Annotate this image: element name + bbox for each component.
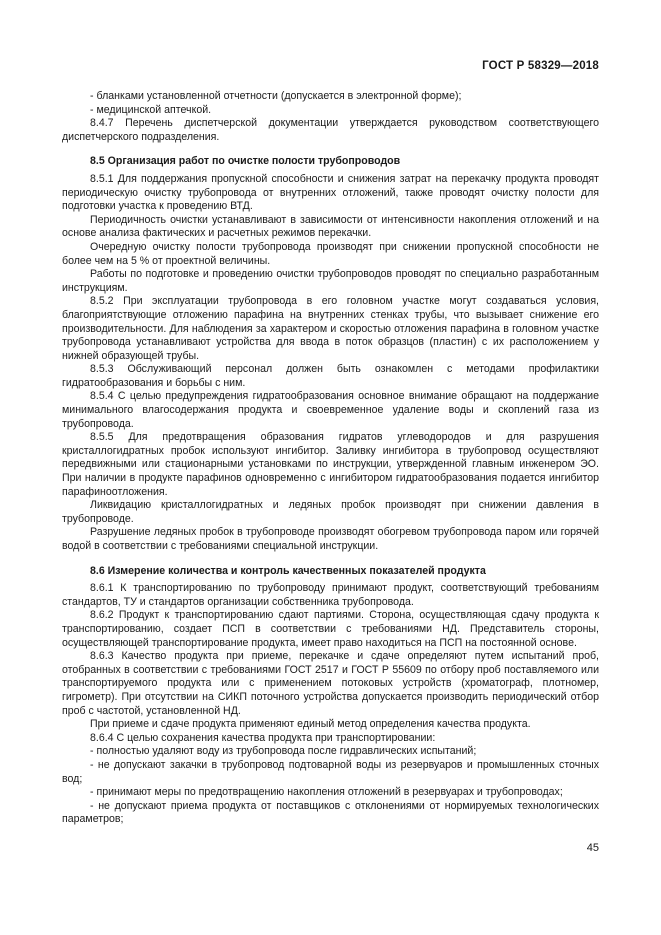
paragraph: 8.4.7 Перечень диспетчерской документации утверждается руководством соответствующего диспетчерского подразделения. xyxy=(62,117,599,143)
paragraph: - принимают меры по предотвращению накопления отложений в резервуарах и трубопроводах; xyxy=(90,786,563,799)
paragraph: 8.5.1 Для поддержания пропускной способности и снижения затрат на перекачку продукта проводят периодическую очистку трубопровода от внутренних отложений, также проводят очистку полости для подготовки участка к проведению ВТД. xyxy=(62,172,599,213)
section-heading: 8.5 Организация работ по очистке полости трубопроводов xyxy=(90,155,401,168)
paragraph: Периодичность очистки устанавливают в зависимости от интенсивности накопления отложений и на основе анализа фактических и расчетных режимов перекачки. xyxy=(62,213,599,240)
paragraph: 8.5.4 С целью предупреждения гидратообразования основное внимание обращают на поддержание минимального влагосодержания продукта и своевременное удаление воды и скоплений газа из трубопровода. xyxy=(62,390,599,430)
paragraph: 8.6.3 Качество продукта при приеме, перекачке и сдаче определяют путем испытаний проб, отобранных в соответствии с требованиями ГОСТ 2517 и ГОСТ Р 55609 по отбору проб поставляемого или транспортируемого продукта или с применением потоковых устройств (хроматограф, плотномер, гигрометр). При отсутствии на СИКП поточного устройства допускается производить периодический отбор проб с частотой, установленной НД. xyxy=(62,650,599,717)
paragraph: - не допускают закачки в трубопровод подтоварной воды из резервуаров и промышленных сточных вод; xyxy=(62,758,599,785)
paragraph: Работы по подготовке и проведению очистки трубопроводов проводят по специально разработанным инструкциям. xyxy=(62,268,599,294)
paragraph: Очередную очистку полости трубопровода производят при снижении пропускной способности не более чем на 5 % от проектной величины. xyxy=(62,240,599,267)
page-number: 45 xyxy=(586,842,599,854)
paragraph: 8.5.5 Для предотвращения образования гидратов углеводородов и для разрушения кристаллогидратных пробок используют ингибитор. Заливку ингибитора в трубопровод осуществляют передвижными или стационарными установками по инструкции, утвержденной главным инженером ЭО. При наличии в продукте парафинов одновременно с ингибитором гидратообразования подается ингибитор парафиноотложения. xyxy=(62,431,599,498)
paragraph: 8.6.1 К транспортированию по трубопроводу принимают продукт, соответствующий требованиям стандартов, ТУ и стандартов организации собственника трубопровода. xyxy=(62,582,599,608)
list-item: - медицинской аптечкой. xyxy=(90,103,212,116)
paragraph: 8.5.2 При эксплуатации трубопровода в его головном участке могут создаваться условия, благоприятствующие отложению парафина на внутренних стенках трубы, что вызывает снижение его производительности. Для наблюдения за характером и скоростью отложения парафина в головном участке трубопровода устанавливают устройства для ввода в поток образцов (пластин) с их расположением у нижней образующей трубы. xyxy=(62,295,599,362)
paragraph: 8.6.2 Продукт к транспортированию сдают партиями. Сторона, осуществляющая сдачу продукта к транспортированию, создает ПСП в соответствии с требованиями НД. Представитель стороны, осуществляющей транспортирование продукта, имеет право находиться на ПСП на постоянной основе. xyxy=(62,609,599,649)
paragraph: - не допускают приема продукта от поставщиков с отклонениями от нормируемых технологических параметров; xyxy=(62,799,599,826)
paragraph: 8.5.3 Обслуживающий персонал должен быть ознакомлен с методами профилактики гидратообразования и борьбы с ним. xyxy=(62,363,599,389)
paragraph: Разрушение ледяных пробок в трубопроводе производят обогревом трубопровода паром или горячей водой в соответствии с требованиями специальной инструкции. xyxy=(62,526,599,552)
paragraph: Ликвидацию кристаллогидратных и ледяных пробок производят при снижении давления в трубопроводе. xyxy=(62,499,599,525)
document-body xyxy=(62,90,599,827)
paragraph: 8.6.4 С целью сохранения качества продукта при транспортировании: xyxy=(90,731,436,744)
section-heading: 8.6 Измерение количества и контроль качественных показателей продукта xyxy=(90,564,486,577)
list-item: - бланками установленной отчетности (допускается в электронной форме); xyxy=(90,90,462,102)
document-header: ГОСТ Р 58329—2018 xyxy=(482,60,599,72)
paragraph: - полностью удаляют воду из трубопровода после гидравлических испытаний; xyxy=(90,745,477,758)
paragraph: При приеме и сдаче продукта применяют единый метод определения качества продукта. xyxy=(90,718,531,731)
